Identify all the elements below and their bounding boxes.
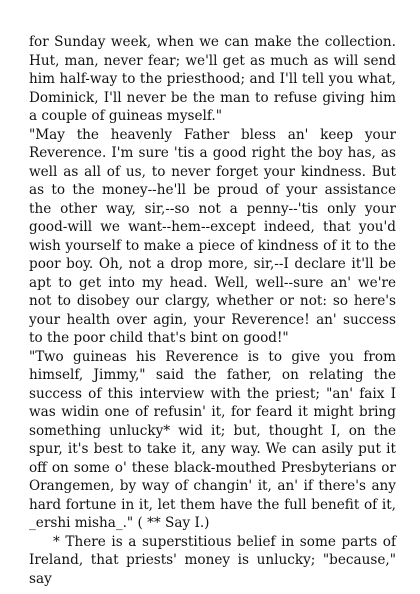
footnote-superstition: * There is a superstitious belief in some parts of Ireland, that priests' money is unlucky; "because," say <box>29 533 396 587</box>
paragraph-two-guineas: "Two guineas his Reverence is to give you from himself, Jimmy," said the father, on relating the success of this interview with the priest; "an' faix I was widin one of refusin' it, for feard it might bring something unlucky* wid it; but, thought I, on the spur, it's best to take it, any way. We can asily put it off on some o' these black-mouthed Presbyterians or Orangemen, by way of changin' it, an' if there's any hard fortune in it, let them have the full benefit of it, _ershi misha_." ( ** Say I.) <box>29 348 396 531</box>
paragraph-father-reply: "May the heavenly Father bless an' keep your Reverence. I'm sure 'tis a good right the boy has, as well as all of us, to never forget your kindness. But as to the money--he'll be proud of your assistance the other way, sir,--so not a penny--'tis only your good-will we want--hem--except indeed, that you'd wish yourself to make a piece of kindness of it to the poor boy. Oh, not a drop more, sir,--I declare it'll be apt to get into my head. Well, well--sure an' we're not to disobey our clargy, whether or not: so here's your health over agin, your Reverence! an' success to the poor child that's bint on good!" <box>29 126 396 346</box>
paragraph-continuation: for Sunday week, when we can make the collection. Hut, man, never fear; we'll get as much as will send him half-way to the priesthood; and I'll tell you what, Dominick, I'll never be the man to refuse giving him a couple of guineas myself." <box>29 34 396 124</box>
